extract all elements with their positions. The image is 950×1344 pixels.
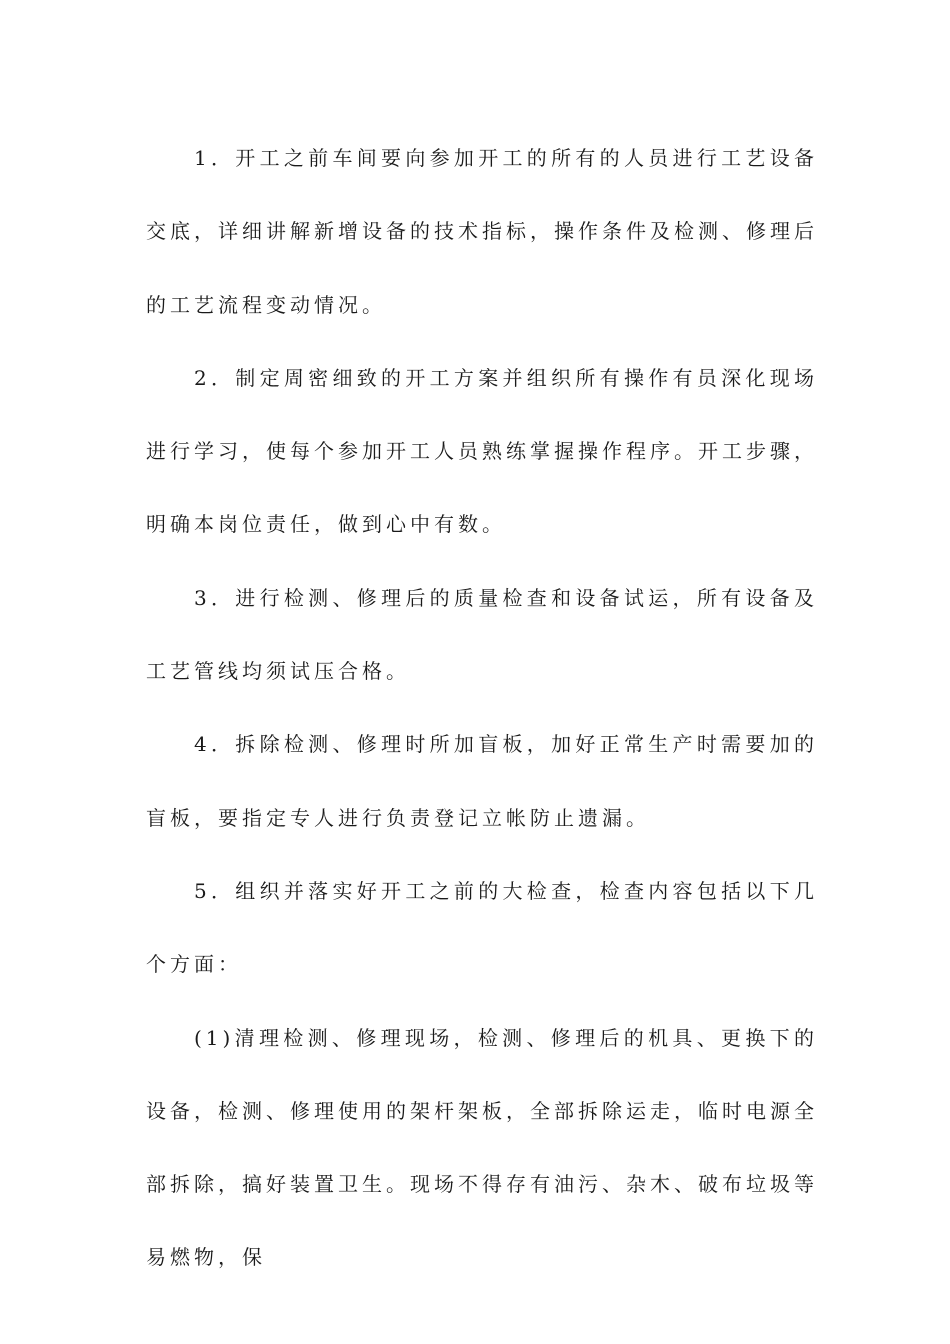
document-body	[146, 122, 818, 1295]
paragraph-5: 5．组织并落实好开工之前的大检查，检查内容包括以下几个方面：	[146, 878, 818, 977]
paragraph-1: 1．开工之前车间要向参加开工的所有的人员进行工艺设备交底，详细讲解新增设备的技术指标，操作条件及检测、修理后的工艺流程变动情况。	[146, 146, 818, 317]
paragraph-2: 2．制定周密细致的开工方案并组织所有操作有员深化现场进行学习，使每个参加开工人员熟练掌握操作程序。开工步骤，明确本岗位责任，做到心中有数。	[146, 365, 818, 537]
paragraph-6: (1)清理检测、修理现场，检测、修理后的机具、更换下的设备，检测、修理使用的架杆架板，全部拆除运走，临时电源全部拆除，搞好装置卫生。现场不得存有油污、杂木、破布垃圾等易燃物，保	[146, 1025, 818, 1270]
paragraph-3: 3．进行检测、修理后的质量检查和设备试运，所有设备及工艺管线均须试压合格。	[146, 585, 818, 684]
paragraph-4: 4．拆除检测、修理时所加盲板，加好正常生产时需要加的盲板，要指定专人进行负责登记立帐防止遗漏。	[146, 732, 818, 830]
